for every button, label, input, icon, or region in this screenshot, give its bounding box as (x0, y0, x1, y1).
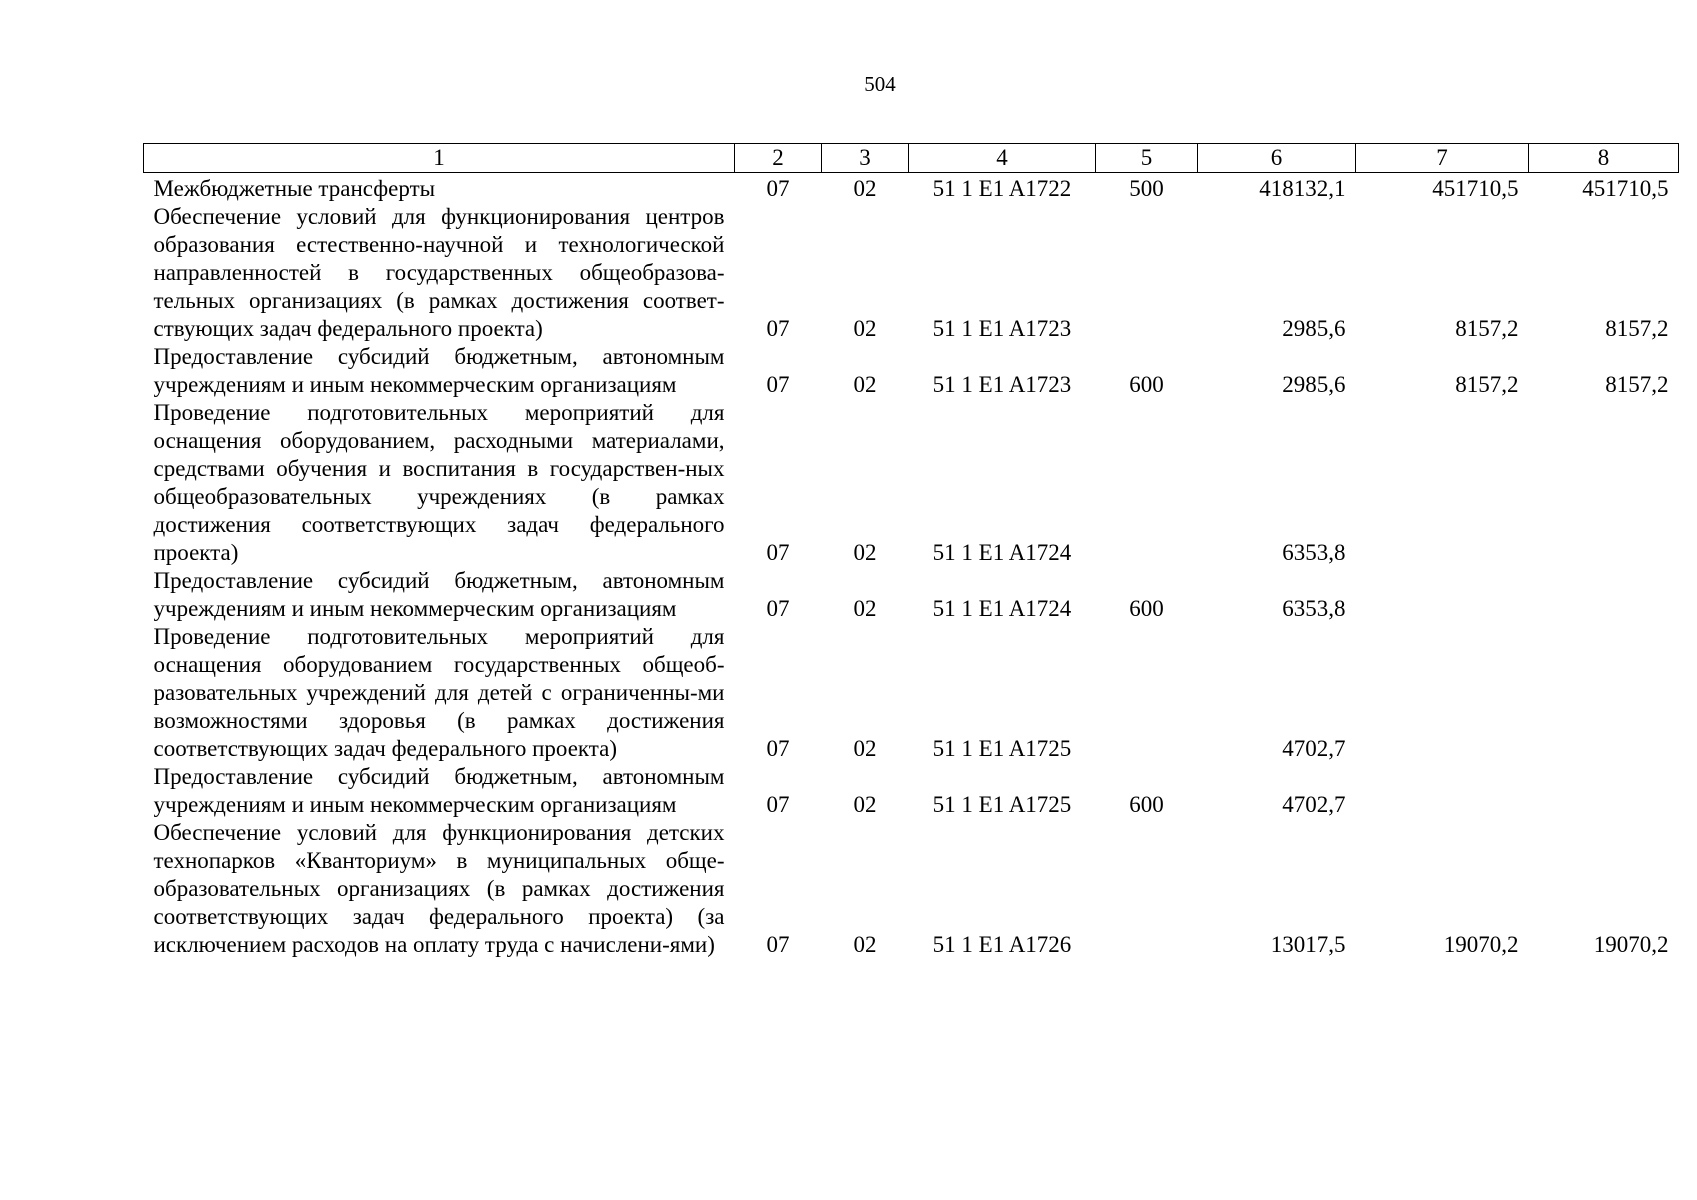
row-expense-type-code: 600 (1129, 596, 1164, 621)
row-expense-type-code: 500 (1129, 176, 1164, 201)
row-amount-col8 (1529, 623, 1679, 763)
row-amount-col6: 4702,7 (1282, 736, 1346, 761)
row-amount-col8 (1529, 567, 1679, 623)
row-section-code: 07 (766, 176, 790, 201)
col-header-7: 7 (1356, 144, 1529, 173)
column-number-header (144, 144, 1679, 173)
page-number: 504 (864, 72, 896, 96)
row-name: Межбюджетные трансферты (153, 176, 436, 201)
row-expense-type-code (1096, 623, 1198, 763)
budget-table (143, 143, 1679, 959)
row-expense-type-code (1096, 203, 1198, 343)
table-row (144, 399, 1679, 567)
row-target-article-code: 51 1 E1 A1726 (932, 932, 1072, 957)
row-amount-col7 (1356, 399, 1529, 567)
col-header-1: 1 (144, 144, 735, 173)
row-amount-col6: 418132,1 (1259, 176, 1346, 201)
row-subsection-code: 02 (853, 792, 877, 817)
row-section-code: 07 (766, 736, 790, 761)
row-subsection-code: 02 (853, 176, 877, 201)
row-amount-col6: 2985,6 (1282, 316, 1346, 341)
row-subsection-code: 02 (853, 596, 877, 621)
row-amount-col8: 451710,5 (1582, 176, 1669, 201)
row-amount-col7 (1356, 763, 1529, 819)
row-name: Предоставление субсидий бюджетным, автономным учреждениям и иным некоммерческим организациям (153, 568, 725, 621)
row-target-article-code: 51 1 E1 A1725 (932, 736, 1072, 761)
row-section-code: 07 (766, 792, 790, 817)
row-amount-col7: 8157,2 (1455, 316, 1519, 341)
row-amount-col7: 19070,2 (1443, 932, 1519, 957)
row-amount-col6: 13017,5 (1270, 932, 1346, 957)
row-amount-col7 (1356, 623, 1529, 763)
row-name: Проведение подготовительных мероприятий для оснащения оборудованием государственных общеоб-разовательных учреждений для детей с ограниченны-ми возможностями здоровья (в рамках достижения соответствующих задач федерального проекта) (153, 624, 725, 761)
row-expense-type-code: 600 (1129, 792, 1164, 817)
row-name: Проведение подготовительных мероприятий для оснащения оборудованием, расходными материалами, средствами обучения и воспитания в государствен-ных общеобразовательных учреждениях (в рамках достижения соответствующих задач федерального проекта) (153, 400, 725, 565)
row-amount-col7: 8157,2 (1455, 372, 1519, 397)
row-subsection-code: 02 (853, 736, 877, 761)
table-row (144, 763, 1679, 819)
row-target-article-code: 51 1 E1 A1724 (932, 540, 1072, 565)
row-section-code: 07 (766, 540, 790, 565)
row-name: Предоставление субсидий бюджетным, автономным учреждениям и иным некоммерческим организациям (153, 344, 725, 397)
row-target-article-code: 51 1 E1 A1722 (932, 176, 1072, 201)
col-header-5: 5 (1096, 144, 1198, 173)
table-row (144, 343, 1679, 399)
row-target-article-code: 51 1 E1 A1724 (932, 596, 1072, 621)
col-header-8: 8 (1529, 144, 1679, 173)
row-amount-col6: 2985,6 (1282, 372, 1346, 397)
row-target-article-code: 51 1 E1 A1723 (932, 316, 1072, 341)
table-row (144, 623, 1679, 763)
col-header-2: 2 (735, 144, 822, 173)
row-amount-col6: 6353,8 (1282, 540, 1346, 565)
row-section-code: 07 (766, 596, 790, 621)
row-name: Обеспечение условий для функционирования детских технопарков «Кванториум» в муниципальных обще-образовательных организациях (в рамках достижения соответствующих задач федерального проекта) (за исключением расходов на оплату труда с начислени-ями) (153, 820, 725, 957)
table-row (144, 819, 1679, 959)
row-amount-col7 (1356, 567, 1529, 623)
row-section-code: 07 (766, 372, 790, 397)
col-header-3: 3 (822, 144, 909, 173)
table-row (144, 567, 1679, 623)
row-name: Предоставление субсидий бюджетным, автономным учреждениям и иным некоммерческим организациям (153, 764, 725, 817)
row-expense-type-code (1096, 399, 1198, 567)
col-header-6: 6 (1198, 144, 1356, 173)
row-expense-type-code (1096, 819, 1198, 959)
row-amount-col8: 19070,2 (1593, 932, 1669, 957)
row-amount-col8: 8157,2 (1605, 372, 1669, 397)
row-section-code: 07 (766, 316, 790, 341)
row-subsection-code: 02 (853, 540, 877, 565)
row-expense-type-code: 600 (1129, 372, 1164, 397)
table-row (144, 203, 1679, 343)
row-amount-col6: 4702,7 (1282, 792, 1346, 817)
row-amount-col8: 8157,2 (1605, 316, 1669, 341)
row-name: Обеспечение условий для функционирования центров образования естественно-научной и технологической направленностей в государственных общеобразова-тельных организациях (в рамках достижения соответ-ствующих задач федерального проекта) (153, 204, 725, 341)
row-amount-col8 (1529, 399, 1679, 567)
row-section-code: 07 (766, 932, 790, 957)
col-header-4: 4 (909, 144, 1096, 173)
row-subsection-code: 02 (853, 316, 877, 341)
row-subsection-code: 02 (853, 372, 877, 397)
row-target-article-code: 51 1 E1 A1725 (932, 792, 1072, 817)
row-amount-col7: 451710,5 (1432, 176, 1519, 201)
row-amount-col8 (1529, 763, 1679, 819)
row-subsection-code: 02 (853, 932, 877, 957)
table-row (144, 173, 1679, 204)
row-amount-col6: 6353,8 (1282, 596, 1346, 621)
row-target-article-code: 51 1 E1 A1723 (932, 372, 1072, 397)
